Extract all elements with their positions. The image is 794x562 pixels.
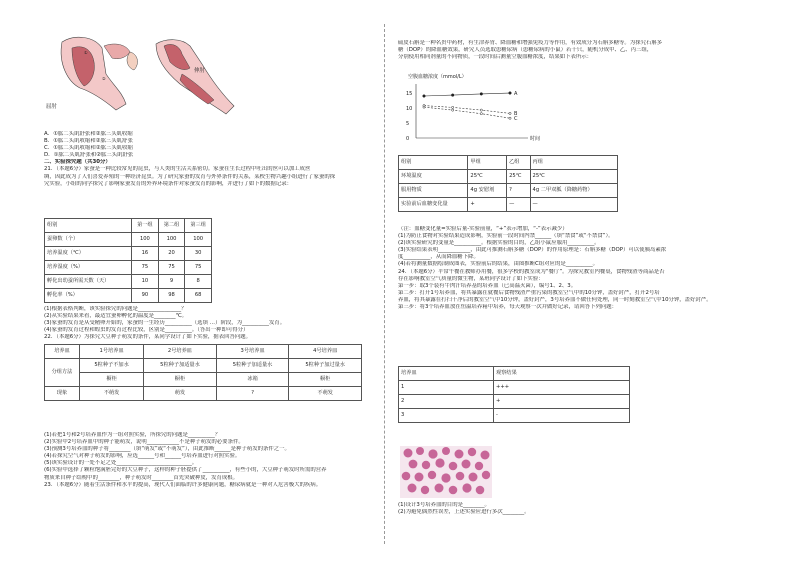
q23-item-1: (1)为防止食物对实验结果造成影响，实验前一段时间内禁______（填“禁食”或“不禁食”）。: [398, 233, 614, 240]
option-c: C．①肱二头肌收缩和②肱三头肌收缩: [44, 145, 133, 152]
q22-item-2: (2)实验中2号培养皿中的种子能萌发，说明____________不是种子萌发的必要条件。: [44, 439, 244, 446]
table4-header-0: 培养皿: [399, 367, 494, 381]
series-point-A: [509, 92, 512, 95]
series-point-A: [451, 94, 454, 97]
series-point-B: [480, 109, 482, 111]
table3-cell: 4g 安慰剂: [468, 184, 507, 198]
table1-cell: 20: [158, 247, 185, 261]
option-d: D．①肱二头肌舒张和②肱三头肌舒张: [44, 152, 134, 159]
silkworm-table: [44, 218, 212, 303]
q24-step-2b: 养皿，将其暴露在打扫干净后的教室空气中10分钟，盖好封严，3号培养皿不做任何处理，同一时刻教室空气中10分钟，盖好封严。: [398, 296, 712, 303]
table1-cell: 30: [185, 247, 212, 261]
flexed-arm-drawing: [61, 37, 137, 110]
table2-header-2: 2号培养皿: [144, 345, 217, 359]
arrow-label-1: ①: [84, 50, 88, 55]
table4-cell: 3: [399, 409, 494, 423]
y-tick-label: 15: [406, 90, 413, 97]
q22-item-4: (4)若探究空气对种子萌发的影响，应选______号和______号培养皿进行对照实验。: [44, 453, 241, 460]
chart-xlabel: 时间: [530, 136, 541, 142]
q22-text: 22．（本题6分）为探究大豆种子萌发的条件，某同学设计了如下实验，据表回答问题。: [44, 334, 252, 341]
series-label-C: C: [514, 116, 518, 122]
arrow-label-2: ②: [102, 76, 106, 81]
table1-cell: 9: [158, 275, 185, 289]
table1-cell: 培养温度（℃）: [45, 247, 132, 261]
table2-method-label: 分组方法: [45, 359, 80, 387]
table2-header-0: 培养皿: [45, 345, 80, 359]
table2-cell: 5粒种子不加水: [80, 359, 144, 373]
q23-item-4: (4)若将测量数据绘制成图表，实验前后的结果，由图推断C组对应的是__________。: [398, 261, 599, 268]
table3-header-0: 组别: [399, 156, 468, 170]
table3-cell: 服用物质: [399, 184, 468, 198]
option-b: B．①肱二头肌收缩和②肱三头肌舒张: [44, 138, 133, 145]
table2-phen-label: 现象: [45, 387, 80, 401]
table2-cell: 萌发: [144, 387, 217, 401]
y-tick-label: 5: [406, 120, 410, 127]
table1-header-3: 第三组: [185, 219, 212, 233]
q24-item-2: (2)为避免偶然性误差，上述实验应进行多次________。: [398, 509, 530, 516]
table4-header-1: 观察结果: [494, 367, 630, 381]
table3-cell: 25℃: [468, 170, 507, 184]
table1-cell: 8: [185, 275, 212, 289]
table1-cell: 10: [132, 275, 159, 289]
table1-cell: 16: [132, 247, 159, 261]
blood-glucose-chart: [398, 70, 548, 150]
table1-cell: 90: [132, 289, 159, 303]
right-column: [398, 0, 736, 562]
table2-header-4: 4号培养皿: [289, 345, 362, 359]
q21-item-2: (2)从实验结果来看，最适宜蚕卵孵化的温度是________℃。: [44, 313, 188, 320]
flex-label: 屈肘: [46, 104, 57, 110]
table1-cell: 培养湿度（%）: [45, 261, 132, 275]
table1-cell: 孵化率（%）: [45, 289, 132, 303]
glucose-table: [398, 155, 618, 212]
table1-cell: 98: [158, 289, 185, 303]
y-tick-label: 10: [406, 105, 413, 112]
option-a: A．①肱二头肌舒张和②肱三头肌收缩: [44, 131, 133, 137]
series-point-C: [423, 106, 425, 108]
table2-cell: 5粒种子加适量水: [216, 359, 289, 373]
table2-header-3: 3号培养皿: [216, 345, 289, 359]
q24-intro-1: 24．（本题6分）平常午餐在教师办用餐，很多学校的教室成为“餐厅”。为探究教室内餐桌，食物残渣等商品是否: [398, 268, 665, 275]
table1-header-1: 第一组: [132, 219, 159, 233]
q21-item-3: (3)家蚕的发育是从受精卵开始的，家蚕的一生经历__________（选填 …）阶段，为__________发育。: [44, 320, 286, 327]
table3-cell: 4g 二甲双胍（降糖药物）: [530, 184, 617, 198]
q24-step-1: 第一步：取3个装有牛肉汁培养基的培养皿（已高温灭菌），编号1、2、3。: [398, 282, 577, 289]
table1-cell: 75: [158, 261, 185, 275]
series-line-A: [424, 93, 510, 96]
q21-line-2: 绸，因此成为了人们喜爱养殖的一种经济昆虫。为了研究家蚕的发育与外界条件的关系，某校生物兴趣小组进行了家蚕的探: [44, 173, 336, 180]
table3-cell: 环境温度: [399, 170, 468, 184]
series-point-C: [480, 113, 482, 115]
table3-cell: ?: [507, 184, 530, 198]
series-point-B: [452, 106, 454, 108]
q21-line-3: 究实验，小组的同学探究了影响家蚕发育的外界环境条件对家蚕发育的影响，并进行了如下的数据记录：: [44, 180, 292, 187]
note-line: （注：血糖变化量=实验后量-实验前量，“+”表示增加，“-”表示减少）: [398, 226, 568, 232]
table2-cell: ?: [216, 387, 289, 401]
table2-cell: 5粒种子加适量水: [144, 359, 217, 373]
table4-cell: 1: [399, 381, 494, 395]
extended-arm-drawing: [156, 40, 234, 114]
arm-muscle-figure: [44, 34, 244, 124]
q24-intro-2: 存在影响教室空气质量的微生物，某班同学设计了如下实验：: [398, 275, 544, 282]
series-point-C: [509, 117, 511, 119]
table2-cell: 冰箱: [216, 373, 289, 387]
y-tick-label: 0: [406, 135, 410, 142]
table2-cell: 不萌发: [80, 387, 144, 401]
series-point-A: [480, 93, 483, 96]
q23-intro: 23．（本题6分）随着生活条件和水平的提高，现代人们面临的许多健康问题，糖尿病就是一种对人危害极大的疾病。: [44, 481, 322, 488]
section-title: 二、实验探究题（共30分）: [44, 159, 111, 166]
table1-cell: 100: [158, 233, 185, 247]
table3-cell: 25℃: [530, 170, 617, 184]
petri-dish-table: [398, 366, 630, 423]
q22-item-6b: 物质来自种子结构中的________，种子萌发时________首先突破种皮，发育成根。: [44, 474, 239, 481]
q21-item-1: (1)根据表格判断，该实验探究的问题是________________？: [44, 306, 187, 312]
series-point-B: [509, 112, 511, 114]
table1-header-2: 第二组: [158, 219, 185, 233]
table3-header-1: 甲组: [468, 156, 507, 170]
table2-cell: 5粒种子加过量水: [289, 359, 362, 373]
table3-cell: 实验前后血糖变化量: [399, 198, 468, 212]
table3-header-2: 乙组: [507, 156, 530, 170]
intro-line-3: 分别使用相同剂量的不同物质，一段时间后测量空腹血糖浓度，结果如下表所示：: [398, 54, 593, 61]
q22-item-1: (1)若把1号和2号培养皿作为一组对照实验，所探究的问题是__________？: [44, 432, 221, 438]
seed-germination-table: [44, 344, 362, 401]
q21-item-4: (4)家蚕的发育过程和蝗虫的发育过程比较，区别是__________。（答出一种即可得分）: [44, 327, 249, 334]
series-line-B: [424, 106, 510, 114]
table1-cell: 100: [185, 233, 212, 247]
table1-cell: 100: [132, 233, 159, 247]
table2-header-1: 1号培养皿: [80, 345, 144, 359]
series-label-B: B: [514, 111, 518, 118]
intro-line-2: 糖（DOP）的降血糖效果，研究人员选取患糖尿病（患糖尿病的小鼠）若干只，随机分成甲、乙、丙三组，: [398, 47, 653, 54]
micrograph-image: [400, 446, 492, 498]
table4-cell: -: [494, 409, 630, 423]
series-point-C: [452, 109, 454, 111]
q24-step-3: 第三步：将3个培养皿放在恒温培养箱中培养，每天观察一次并做好记录，请回答下列问题：: [398, 304, 618, 311]
q22-item-5: (5)该实验设计的一处不足之处____________________________。: [44, 460, 198, 467]
table3-header-3: 丙组: [530, 156, 617, 170]
q23-item-2: (2)该实验研究的变量是__________。根据实验的目的，乙组小鼠应服用__________。: [398, 240, 600, 247]
intro-line-1: 硫皮石斛是一种名贵中药材，有生津养胃、降血糖和增强免疫力等作用，有效成分为石斛多糖等。为探究石斛多: [398, 40, 663, 46]
table2-cell: 橱柜: [80, 373, 144, 387]
series-label-A: A: [514, 90, 518, 97]
q23-item-3a: (3)实验结果表明____________，由此可推测石斛多糖（DOP）的作用原理是：石斛多糖（DOP）可以使胰岛素浓: [398, 247, 667, 254]
table3-cell: 25℃: [507, 170, 530, 184]
extend-label: 伸肘: [194, 68, 205, 74]
series-point-A: [423, 95, 426, 98]
q24-step-2a: 第二步：打开1号培养皿，将其暴露在就餐后食物残渣严重污染的教室空气中的10分钟，盖好封严，打开2号培: [398, 289, 660, 296]
table2-cell: 橱柜: [144, 373, 217, 387]
table3-cell: +: [468, 198, 507, 212]
q22-item-6a: (6)实验中选择了颗粒饱满胚完好的大豆种子，这样的种子胚提供了__________，有些小的，大豆种子萌发时所需的营养: [44, 467, 327, 474]
column-divider: [384, 24, 385, 544]
table1-cell: 75: [185, 261, 212, 275]
q23-item-3b: 度__________，从而降血糖下降。: [398, 254, 479, 261]
chart-ylabel: 空腹血糖浓度（mmol/L）: [408, 74, 467, 80]
table4-cell: +++: [494, 381, 630, 395]
table4-cell: +: [494, 395, 630, 409]
q24-item-1: (1)设计3号培养皿的目的是________。: [398, 502, 490, 508]
left-column: [44, 0, 370, 562]
q21-line-1: 21．（本题6分）家蚕是一种比较常见的昆虫，与人类的生活关系密切。家蚕在生长过程中吐出的丝可以加工成丝: [44, 166, 311, 173]
table4-cell: 2: [399, 395, 494, 409]
table1-cell: 68: [185, 289, 212, 303]
table1-cell: 蚕卵数（个）: [45, 233, 132, 247]
table1-header-0: 组别: [45, 219, 132, 233]
table1-cell: 75: [132, 261, 159, 275]
table3-cell: —: [507, 198, 530, 212]
table2-cell: 橱柜: [289, 373, 362, 387]
q22-item-3: (3)预测3号培养皿的种子将________（填“萌发”或“不萌发”），由此推断______是种子萌发的条件之一。: [44, 446, 290, 453]
table3-cell: —: [530, 198, 617, 212]
table2-cell: 不萌发: [289, 387, 362, 401]
table1-cell: 孵化出幼蚕所需天数（天）: [45, 275, 132, 289]
